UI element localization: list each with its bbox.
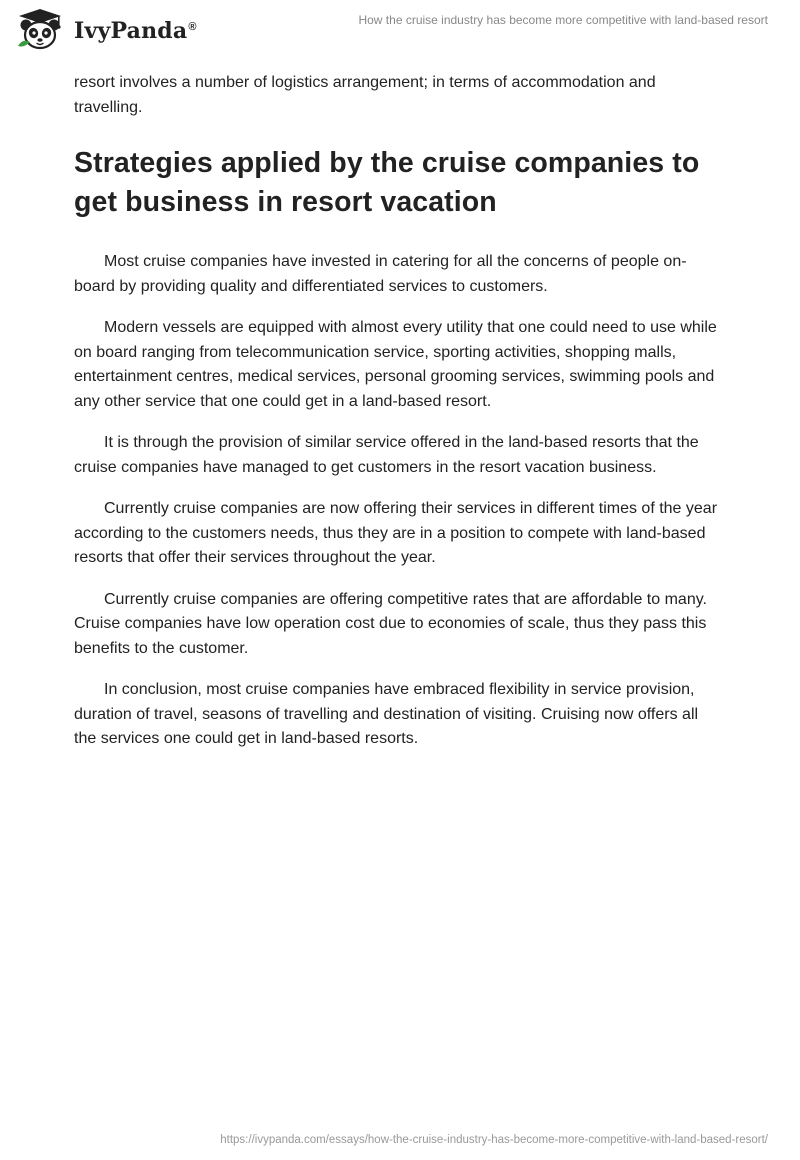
- paragraph: Currently cruise companies are now offering their services in different times of the year according to the customers needs, thus they are in a position to compete with land-based resorts that offer their services throughout the year.: [74, 500, 718, 566]
- paragraph: It is through the provision of similar service offered in the land-based resorts that the cruise companies have managed to get customers in the resort vacation business.: [74, 434, 699, 476]
- registered-mark: ®: [188, 20, 197, 33]
- section-heading: Strategies applied by the cruise companies to get business in resort vacation: [74, 147, 700, 218]
- logo-text: [74, 18, 197, 44]
- continuation-paragraph: resort involves a number of logistics arrangement; in terms of accommodation and travelling.: [74, 74, 656, 116]
- logo[interactable]: [14, 8, 197, 52]
- brand-name: IvyPanda: [74, 18, 188, 44]
- page-header: [0, 0, 800, 60]
- source-url-link[interactable]: https://ivypanda.com/essays/how-the-cruise-industry-has-become-more-competitive-with-land-based-resort/: [220, 1134, 768, 1146]
- article-body: [74, 71, 724, 769]
- paragraph: In conclusion, most cruise companies have embraced flexibility in service provision, duration of travel, seasons of travelling and destination of visiting. Cruising now offers all the services one could get in land-based resorts.: [74, 681, 699, 747]
- paragraph: Modern vessels are equipped with almost every utility that one could need to use while on board ranging from telecommunication service, sporting activities, shopping malls, entertainment centres, medical services, personal grooming services, swimming pools and any other service that one could get in a land-based resort.: [74, 319, 717, 410]
- document-title: How the cruise industry has become more competitive with land-based resort: [358, 13, 768, 27]
- paragraph: Currently cruise companies are offering competitive rates that are affordable to many. Cruise companies have low operation cost due to economies of scale, thus they pass this benefits to the customer.: [74, 590, 707, 657]
- panda-graduation-cap-icon: [14, 8, 66, 52]
- paragraph: Most cruise companies have invested in catering for all the concerns of people on-board by providing quality and differentiated services to customers.: [74, 253, 687, 295]
